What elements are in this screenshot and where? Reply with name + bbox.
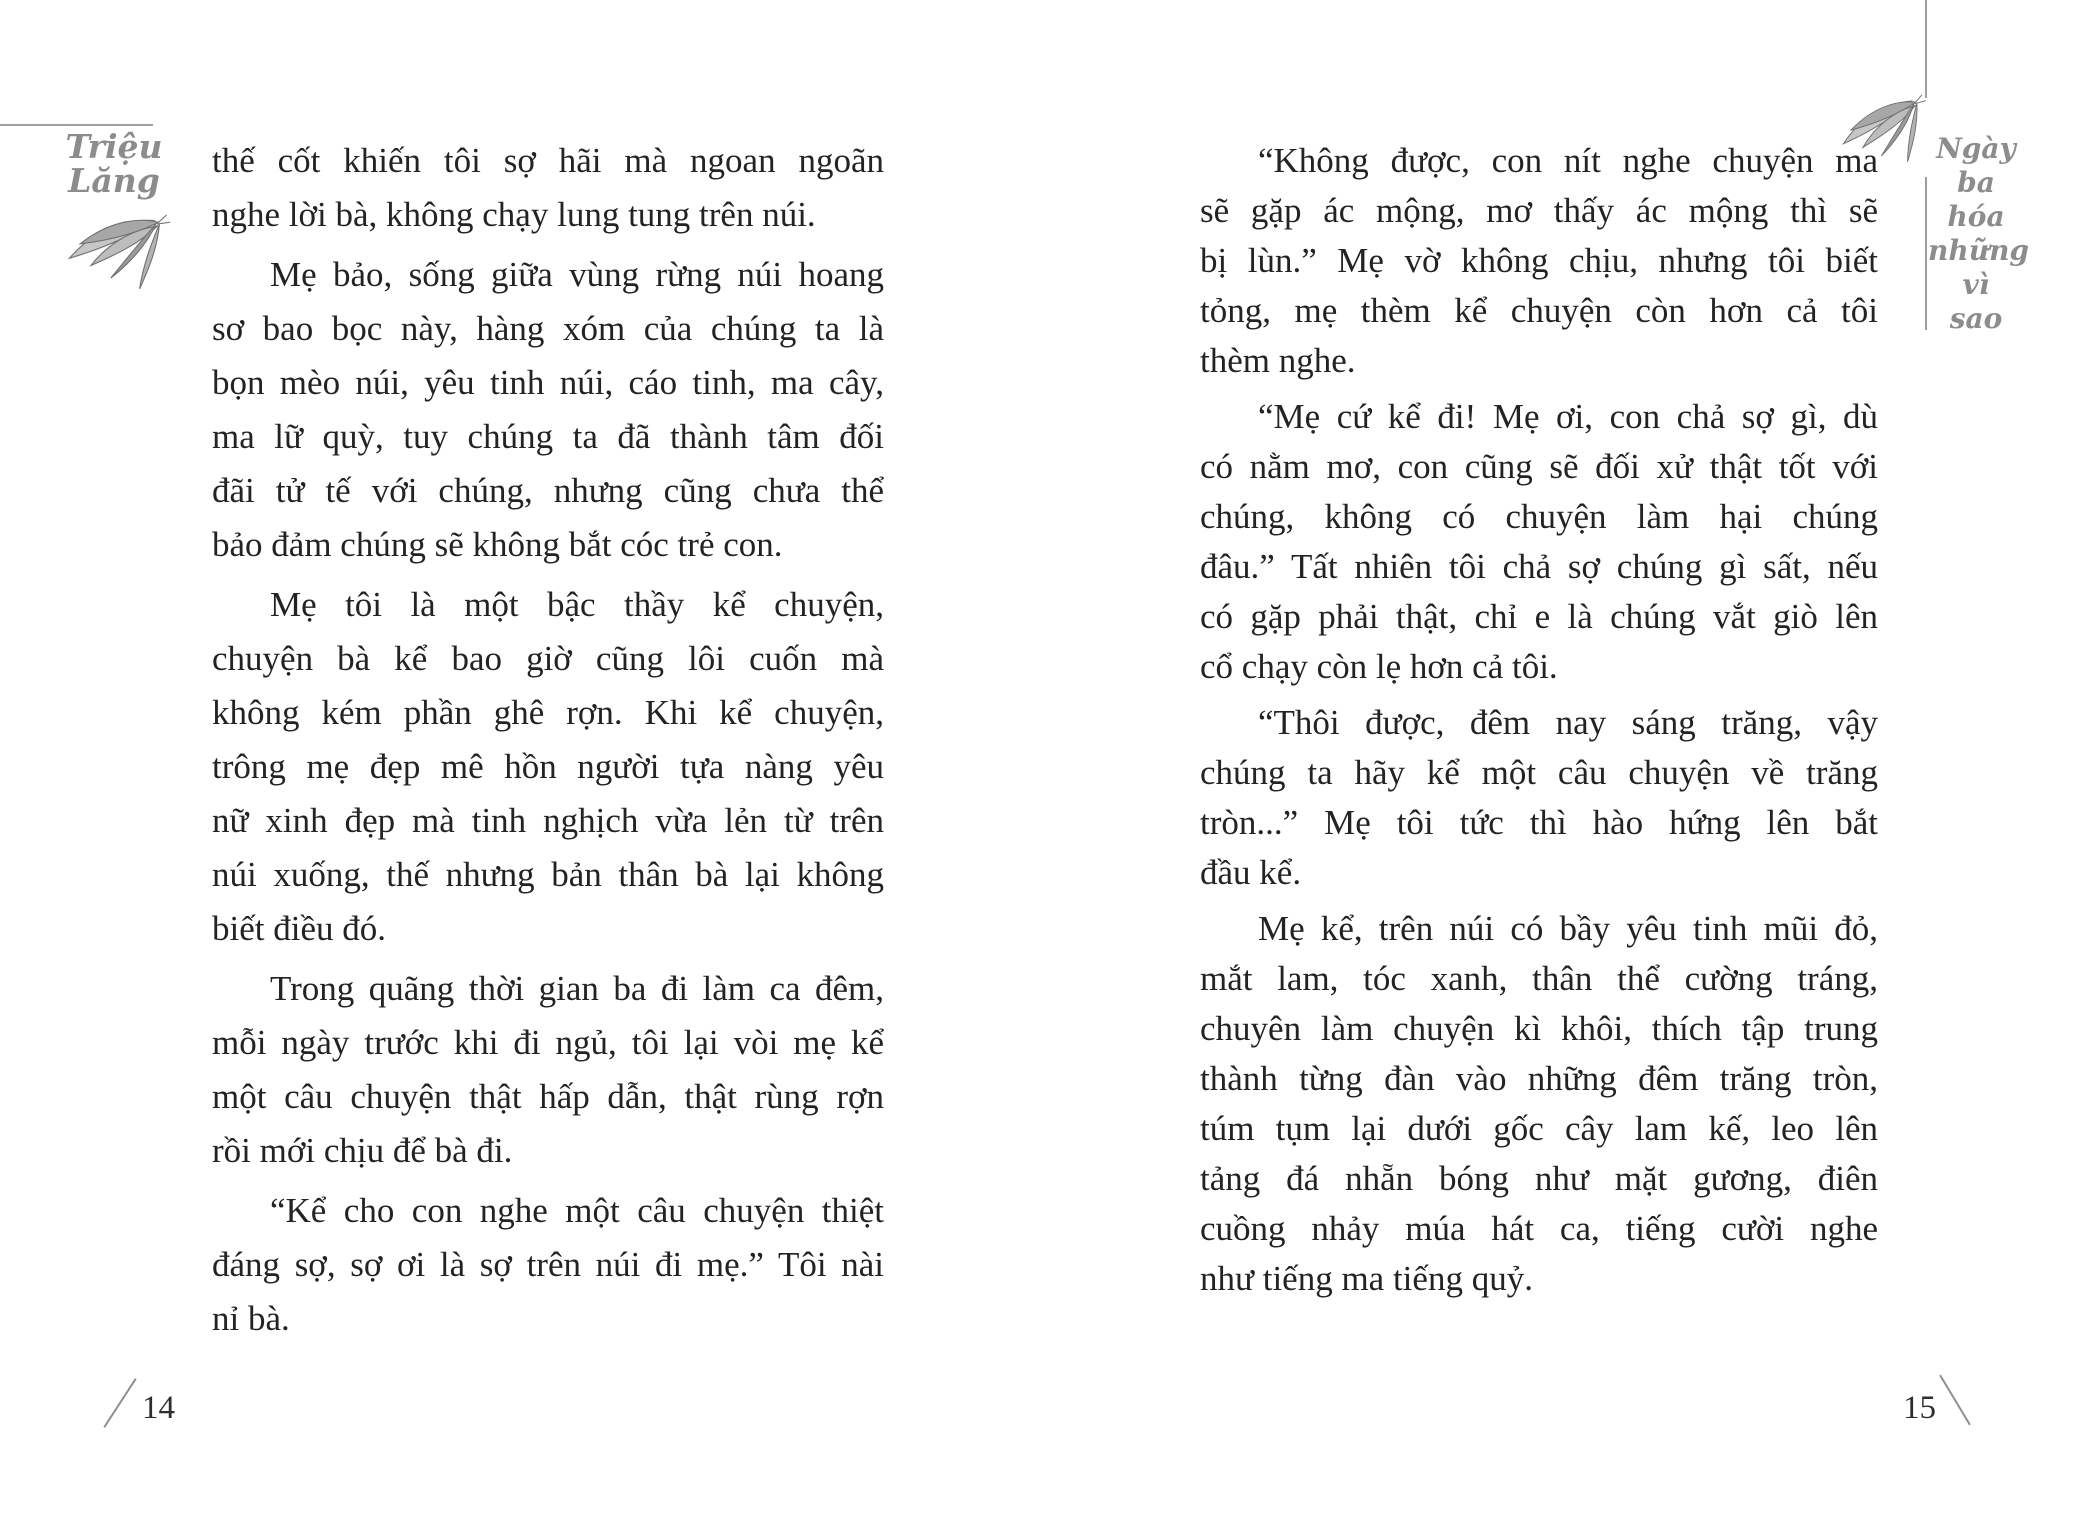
text-line: cổ chạy còn lẹ hơn cả tôi. (1200, 647, 1558, 686)
chapter-title-word: sao (1949, 302, 2003, 335)
text-line: chúng ta hãy kể một câu chuyện về trăng (1200, 753, 1878, 792)
right-margin-rule-upper (1925, 0, 1927, 98)
text-line: cuồng nhảy múa hát ca, tiếng cười nghe (1200, 1209, 1878, 1248)
text-line: có nằm mơ, con cũng sẽ đối xử thật tốt với (1200, 447, 1878, 486)
text-line: chuyện bà kể bao giờ cũng lôi cuốn mà (212, 639, 884, 678)
text-line: bảo đảm chúng sẽ không bắt cóc trẻ con. (212, 525, 783, 564)
right-page-text (1200, 136, 1878, 1304)
left-page-text (212, 134, 884, 1346)
text-line: đâu.” Tất nhiên tôi chả sợ chúng gì sất, nếu (1200, 547, 1878, 586)
chapter-title-word: hóa (1947, 200, 2005, 233)
chapter-title-word: ba (1957, 166, 1995, 199)
folio-slash-decoration (103, 1378, 136, 1428)
text-line: “Mẹ cứ kể đi! Mẹ ơi, con chả sợ gì, dù (1258, 397, 1878, 436)
text-line: thèm nghe. (1200, 341, 1356, 380)
page-number-left: 14 (142, 1390, 175, 1426)
text-line: nỉ bà. (212, 1299, 290, 1338)
text-line: ma lữ quỳ, tuy chúng ta đã thành tâm đối (212, 417, 884, 456)
chapter-title-word: những (1928, 234, 2030, 267)
author-line: Lăng (68, 161, 160, 200)
right-margin-rule-lower (1925, 177, 1927, 330)
chapter-title-word: vì (1962, 268, 1990, 301)
text-line: Mẹ bảo, sống giữa vùng rừng núi hoang (270, 255, 884, 294)
text-line: núi xuống, thế nhưng bản thân bà lại không (212, 855, 884, 894)
text-line: “Thôi được, đêm nay sáng trăng, vậy (1258, 703, 1878, 742)
top-left-rule (0, 124, 153, 126)
text-line: có gặp phải thật, chỉ e là chúng vắt giò lên (1200, 597, 1878, 636)
text-line: tảng đá nhẵn bóng như mặt gương, điên (1200, 1159, 1878, 1198)
text-line: trông mẹ đẹp mê hồn người tựa nàng yêu (212, 747, 884, 786)
text-line: rồi mới chịu để bà đi. (212, 1131, 513, 1170)
author-line: Triệu (65, 127, 163, 166)
text-line: nữ xinh đẹp mà tinh nghịch vừa lẻn từ trên (212, 801, 884, 840)
text-line: thế cốt khiến tôi sợ hãi mà ngoan ngoãn (212, 141, 884, 180)
text-line: “Kể cho con nghe một câu chuyện thiệt (270, 1191, 884, 1230)
text-line: như tiếng ma tiếng quỷ. (1200, 1259, 1533, 1298)
text-line: đầu kể. (1200, 853, 1302, 892)
text-line: biết điều đó. (212, 909, 386, 948)
text-line: không kém phần ghê rợn. Khi kể chuyện, (212, 693, 884, 732)
page-number-right: 15 (1903, 1390, 1936, 1426)
chapter-title-header (1928, 132, 2030, 336)
text-line: một câu chuyện thật hấp dẫn, thật rùng rợn (212, 1077, 884, 1116)
chapter-title-word: Ngày (1936, 132, 2016, 165)
bamboo-leaves-icon (64, 212, 172, 300)
text-line: thành từng đàn vào những đêm trăng tròn, (1200, 1059, 1878, 1098)
author-header (52, 127, 176, 200)
text-line: tỏng, mẹ thèm kể chuyện còn hơn cả tôi (1200, 291, 1878, 330)
text-line: đáng sợ, sợ ơi là sợ trên núi đi mẹ.” Tôi nài (212, 1245, 884, 1284)
text-line: Mẹ tôi là một bậc thầy kể chuyện, (270, 585, 884, 624)
text-line: mắt lam, tóc xanh, thân thể cường tráng, (1200, 959, 1878, 998)
text-line: Mẹ kể, trên núi có bầy yêu tinh mũi đỏ, (1258, 909, 1878, 948)
folio-slash-decoration (1939, 1375, 1971, 1426)
text-line: mỗi ngày trước khi đi ngủ, tôi lại vòi mẹ kể (212, 1023, 884, 1062)
text-line: tròn...” Mẹ tôi tức thì hào hứng lên bắt (1200, 803, 1878, 842)
text-line: chúng, không có chuyện làm hại chúng (1200, 497, 1878, 536)
text-line: chuyên làm chuyện kì khôi, thích tập trung (1200, 1009, 1878, 1048)
text-line: sơ bao bọc này, hàng xóm của chúng ta là (212, 309, 884, 348)
text-line: bọn mèo núi, yêu tinh núi, cáo tinh, ma cây, (212, 363, 884, 402)
text-line: túm tụm lại dưới gốc cây lam kế, leo lên (1200, 1109, 1878, 1148)
text-line: bị lùn.” Mẹ vờ không chịu, nhưng tôi biết (1200, 241, 1878, 280)
text-line: Trong quãng thời gian ba đi làm ca đêm, (270, 969, 884, 1008)
text-line: sẽ gặp ác mộng, mơ thấy ác mộng thì sẽ (1200, 191, 1878, 230)
text-line: đãi tử tế với chúng, nhưng cũng chưa thể (212, 471, 884, 510)
text-line: “Không được, con nít nghe chuyện ma (1258, 141, 1878, 180)
text-line: nghe lời bà, không chạy lung tung trên núi. (212, 195, 816, 234)
